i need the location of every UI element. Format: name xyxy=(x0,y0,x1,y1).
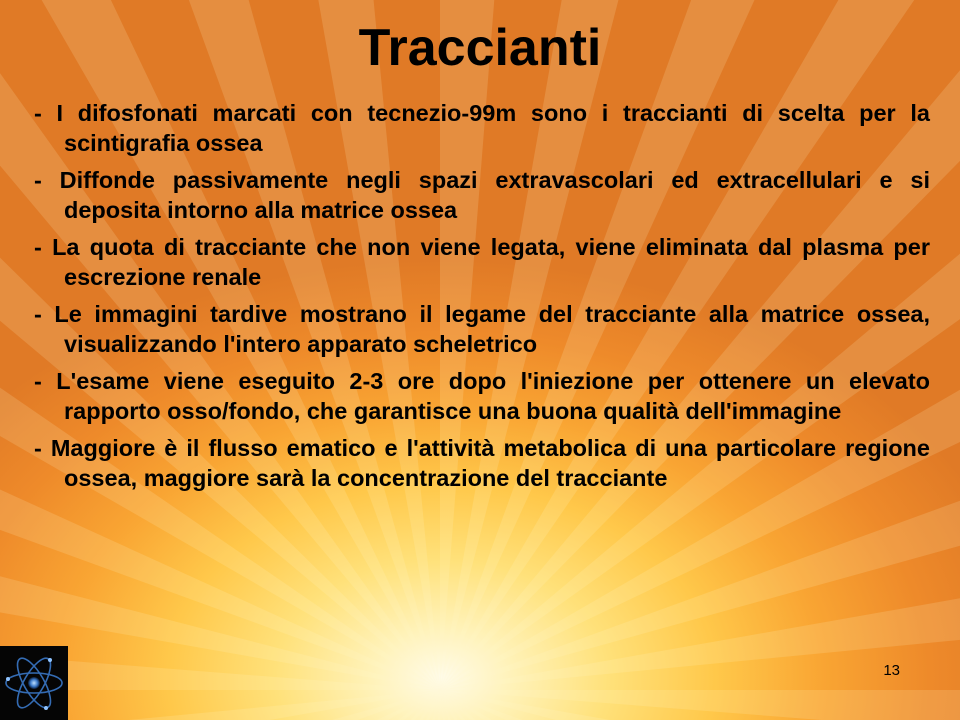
sun-ray xyxy=(440,690,960,720)
atom-icon xyxy=(0,646,68,720)
bullet-list xyxy=(34,98,930,500)
sun-ray xyxy=(440,690,960,720)
sun-ray xyxy=(330,690,440,720)
sun-ray xyxy=(440,690,919,720)
atom-logo xyxy=(0,646,68,720)
sun-ray xyxy=(440,690,960,720)
bullet-item: - Diffonde passivamente negli spazi extravascolari ed extracellulari e si deposita intorno alla matrice ossea xyxy=(34,167,930,223)
slide-title: Traccianti xyxy=(358,19,602,77)
bullet-item: - La quota di tracciante che non viene legata, viene eliminata dal plasma per escrezione renale xyxy=(34,234,930,290)
bullet-item: - Maggiore è il flusso ematico e l'attività metabolica di una particolare regione ossea, maggiore sarà la concentrazione del tracciante xyxy=(34,435,930,491)
page-number: 13 xyxy=(883,662,900,679)
bullet-item: - Le immagini tardive mostrano il legame del tracciante alla matrice ossea, visualizzando l'intero apparato scheletrico xyxy=(34,301,930,357)
sun-ray xyxy=(440,690,960,720)
sun-ray xyxy=(440,690,960,720)
sun-ray xyxy=(90,690,441,720)
sun-ray xyxy=(440,690,960,720)
sun-ray xyxy=(440,690,960,720)
bullet-item: - I difosfonati marcati con tecnezio-99m sono i traccianti di scelta per la scintigrafia ossea xyxy=(34,100,930,156)
sun-ray xyxy=(440,690,683,720)
bullet-item: - L'esame viene eseguito 2-3 ore dopo l'iniezione per ottenere un elevato rapporto osso/fondo, che garantisce una buona qualità dell'immagine xyxy=(34,368,930,424)
